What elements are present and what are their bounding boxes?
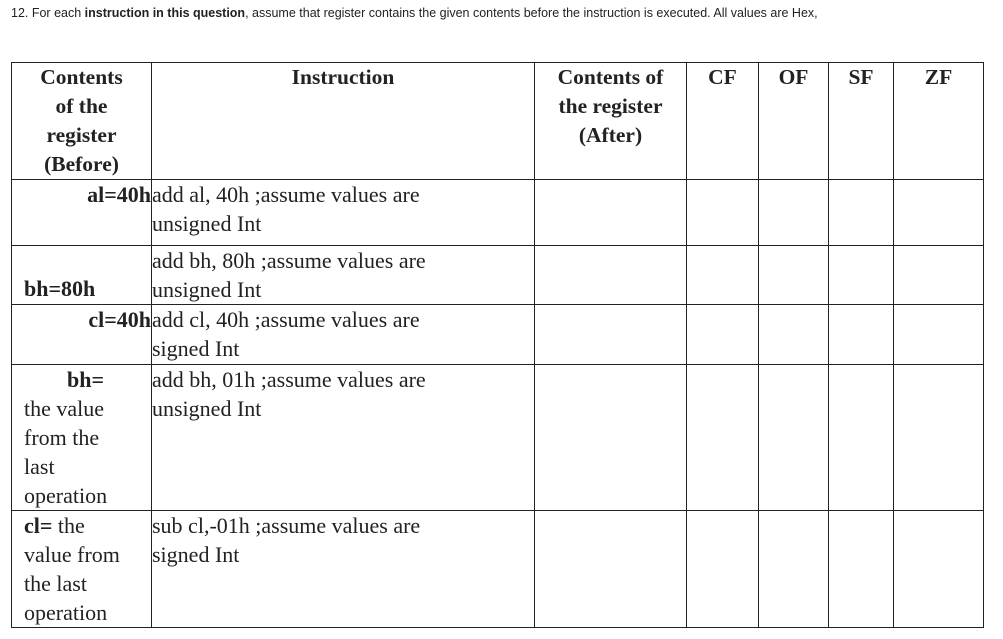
of-cell[interactable] (759, 246, 829, 305)
sf-cell[interactable] (829, 180, 894, 246)
table-row (12, 511, 984, 628)
sf-cell[interactable] (829, 365, 894, 511)
of-cell[interactable] (759, 365, 829, 511)
header-row (12, 63, 984, 180)
of-cell[interactable] (759, 511, 829, 628)
instruction-cell: add cl, 40h ;assume values are signed Int (152, 305, 535, 365)
of-cell[interactable] (759, 180, 829, 246)
before-cell: bh=80h (12, 246, 152, 305)
table-row (12, 305, 984, 365)
table-row (12, 365, 984, 511)
sf-cell[interactable] (829, 246, 894, 305)
after-cell[interactable] (535, 511, 687, 628)
cf-cell[interactable] (687, 365, 759, 511)
before-cell: cl=40h (12, 305, 152, 365)
zf-cell[interactable] (894, 246, 984, 305)
instruction-cell: add bh, 01h ;assume values are unsigned Int (152, 365, 535, 511)
header-instruction: Instruction (152, 63, 535, 180)
cf-cell[interactable] (687, 246, 759, 305)
sf-cell[interactable] (829, 511, 894, 628)
cf-cell[interactable] (687, 511, 759, 628)
header-before: Contents of the register (Before) (12, 63, 152, 180)
after-cell[interactable] (535, 365, 687, 511)
before-cell: cl= the value from the last operation (12, 511, 152, 628)
question-prefix: 12. For each (11, 6, 85, 20)
zf-cell[interactable] (894, 511, 984, 628)
after-cell[interactable] (535, 305, 687, 365)
cf-cell[interactable] (687, 180, 759, 246)
header-zf: ZF (894, 63, 984, 180)
header-of: OF (759, 63, 829, 180)
question-suffix: , assume that register contains the given contents before the instruction is executed. All values are Hex, (245, 6, 818, 20)
instruction-cell: add bh, 80h ;assume values are unsigned Int (152, 246, 535, 305)
cf-cell[interactable] (687, 305, 759, 365)
table-row (12, 180, 984, 246)
instruction-cell: add al, 40h ;assume values are unsigned Int (152, 180, 535, 246)
question-text (11, 6, 818, 20)
after-cell[interactable] (535, 180, 687, 246)
instruction-table (11, 62, 984, 628)
of-cell[interactable] (759, 305, 829, 365)
table-row (12, 246, 984, 305)
instruction-cell: sub cl,-01h ;assume values are signed Int (152, 511, 535, 628)
header-sf: SF (829, 63, 894, 180)
sf-cell[interactable] (829, 305, 894, 365)
header-after: Contents of the register (After) (535, 63, 687, 180)
question-bold: instruction in this question (84, 6, 246, 20)
before-cell: bh= the value from the last operation (12, 365, 152, 511)
zf-cell[interactable] (894, 305, 984, 365)
after-cell[interactable] (535, 246, 687, 305)
zf-cell[interactable] (894, 180, 984, 246)
header-cf: CF (687, 63, 759, 180)
before-cell: al=40h (12, 180, 152, 246)
zf-cell[interactable] (894, 365, 984, 511)
